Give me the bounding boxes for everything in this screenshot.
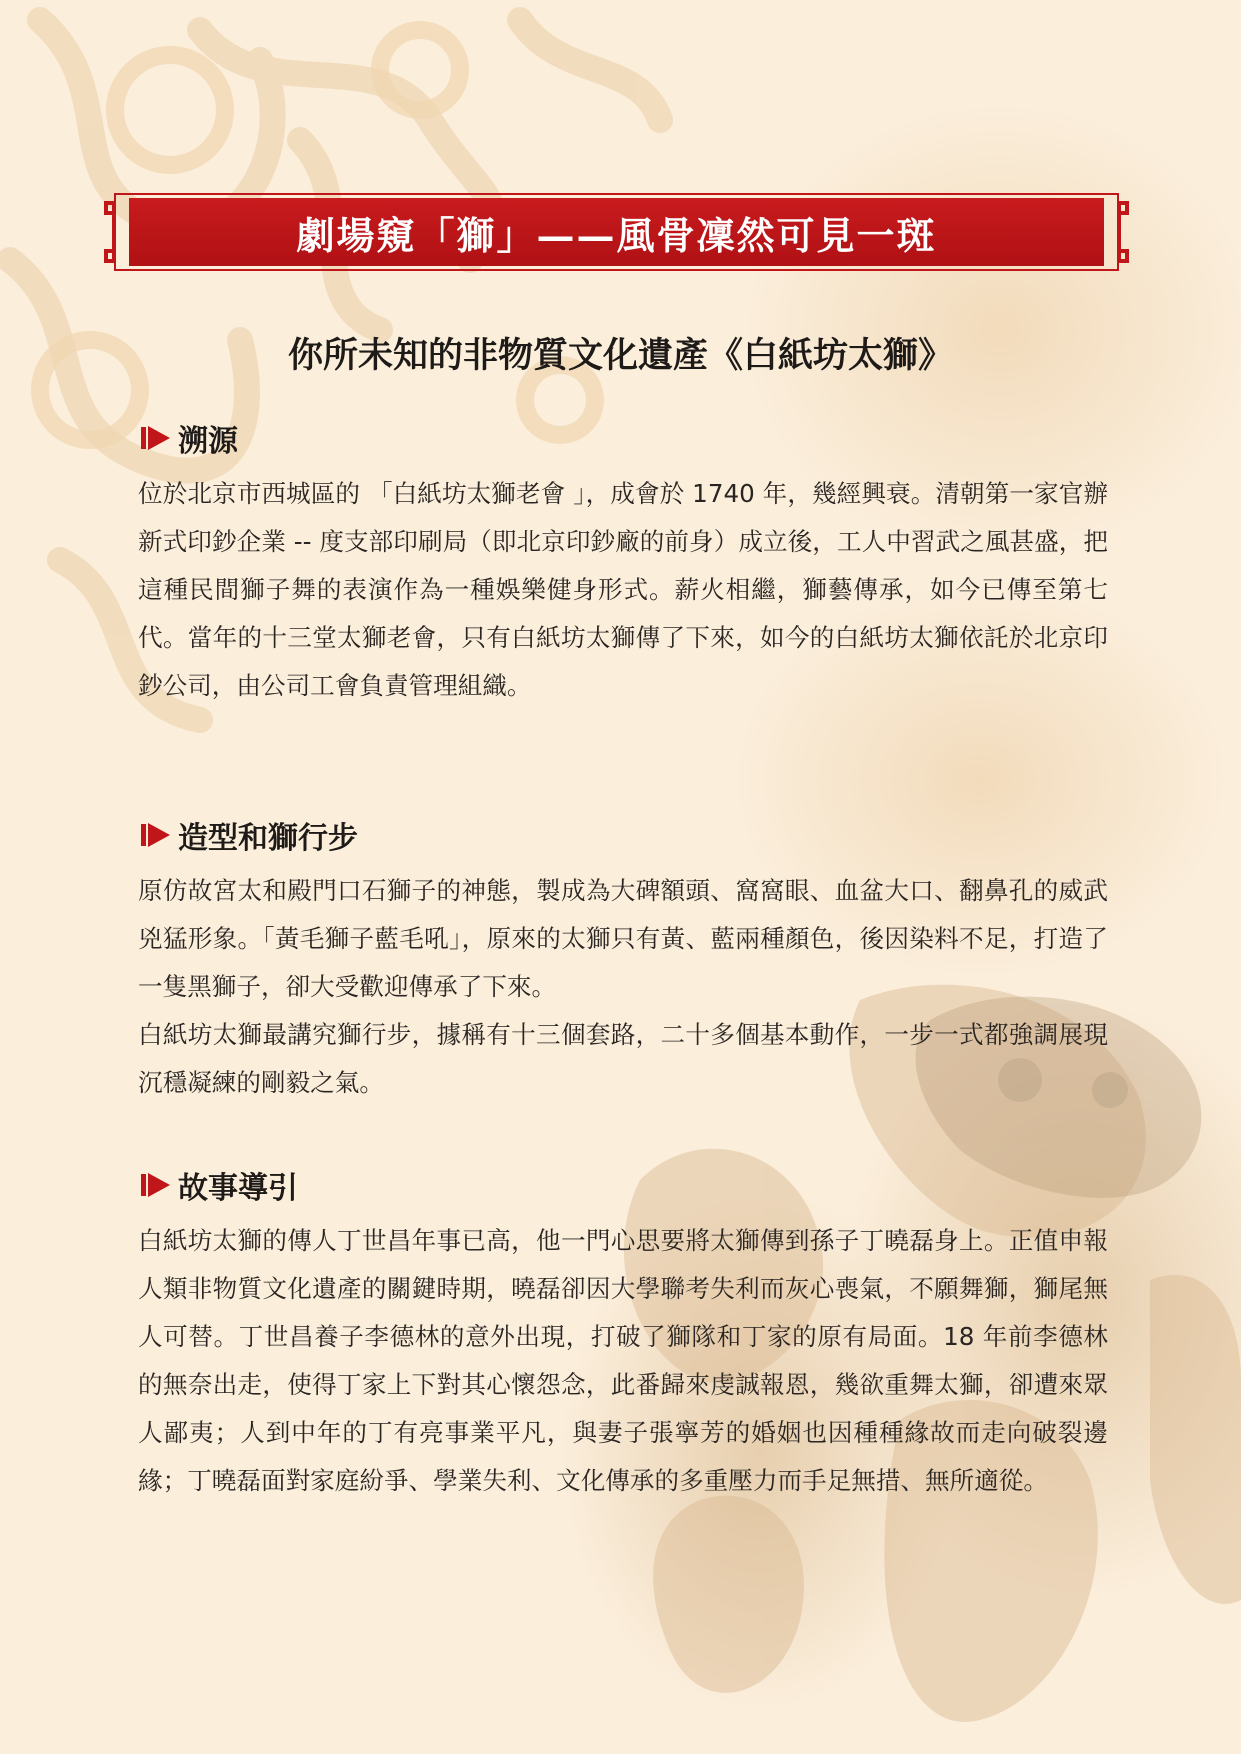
section-heading <box>138 1165 1108 1205</box>
section-paragraph: 位於北京市西城區的 「白紙坊太獅老會 」，成會於 1740 年，幾經興衰。清朝第一家官辦新式印鈔企業 -- 度支部印刷局（即北京印鈔廠的前身）成立後，工人中習武之風甚盛，把這種民間獅子舞的表演作為一種娛樂健身形式。薪火相繼，獅藝傳承，如今已傳至第七代。當年的十三堂太獅老會，只有白紙坊太獅傳了下來，如今的白紙坊太獅依託於北京印鈔公司，由公司工會負責管理組織。 <box>138 479 1108 700</box>
section-heading-text: 故事導引 <box>178 1171 298 1206</box>
page-subtitle: 你所未知的非物質文化遺產《白紙坊太獅》 <box>287 336 953 376</box>
section-paragraph: 白紙坊太獅最講究獅行步，據稱有十三個套路，二十多個基本動作，一步一式都強調展現沉穩凝練的剛毅之氣。 <box>138 1020 1108 1097</box>
section-origin <box>138 418 1108 710</box>
triangle-marker-icon <box>138 821 172 849</box>
banner-title: 劇場窺「獅」——風骨凜然可見一斑 <box>296 212 937 258</box>
section-heading <box>138 418 1108 458</box>
section-story-guide <box>138 1165 1108 1505</box>
section-heading-text: 溯源 <box>178 424 238 459</box>
triangle-marker-icon <box>138 1171 172 1199</box>
section-paragraph: 原仿故宮太和殿門口石獅子的神態，製成為大碑額頭、窩窩眼、血盆大口、翻鼻孔的威武兇猛形象。「黃毛獅子藍毛吼」，原來的太獅只有黃、藍兩種顏色，後因染料不足，打造了一隻黑獅子，卻大受歡迎傳承了下來。 <box>138 876 1108 1001</box>
section-heading-text: 造型和獅行步 <box>178 821 358 856</box>
section-heading <box>138 815 1108 855</box>
banner-bar <box>129 198 1104 266</box>
section-shape-and-steps <box>138 815 1108 1107</box>
title-banner <box>101 192 1132 272</box>
section-paragraph: 白紙坊太獅的傳人丁世昌年事已高，他一門心思要將太獅傳到孫子丁曉磊身上。正值申報人類非物質文化遺產的關鍵時期，曉磊卻因大學聯考失利而灰心喪氣，不願舞獅，獅尾無人可替。丁世昌養子李德林的意外出現，打破了獅隊和丁家的原有局面。18 年前李德林的無奈出走，使得丁家上下對其心懷怨念，此番歸來虔誠報恩，幾欲重舞太獅，卻遭來眾人鄙夷；人到中年的丁有亮事業平凡，與妻子張寧芳的婚姻也因種種緣故而走向破裂邊緣；丁曉磊面對家庭紛爭、學業失利、文化傳承的多重壓力而手足無措、無所適從。 <box>138 1226 1108 1495</box>
triangle-marker-icon <box>138 424 172 452</box>
